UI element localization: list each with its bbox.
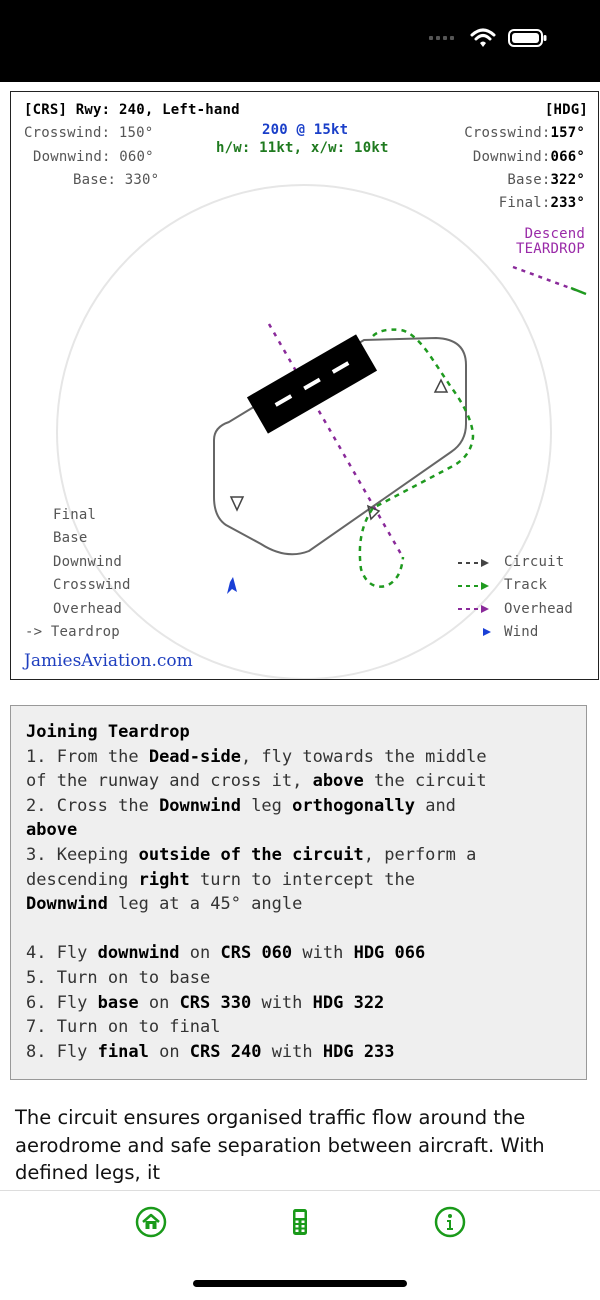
circuit-diagram-panel (10, 91, 599, 680)
menu-teardrop[interactable]: -> Teardrop (25, 624, 120, 640)
step-3: 3. Keeping outside of the circuit, perform a (26, 844, 477, 865)
legend-wind: Wind (504, 624, 539, 640)
home-indicator[interactable] (193, 1280, 407, 1287)
legend-overhead: Overhead (504, 601, 574, 617)
wind-components: h/w: 11kt, x/w: 10kt (216, 140, 389, 156)
hdg-base: Base:322° (507, 172, 585, 188)
descend-arrow (513, 267, 581, 292)
legend-track: Track (504, 577, 548, 593)
brand-link[interactable]: JamiesAviation.com (24, 651, 193, 671)
step-1: 1. From the Dead-side, fly towards the middle (26, 746, 487, 767)
step-7: 7. Turn on to final (26, 1017, 221, 1038)
info-icon (434, 1206, 466, 1238)
step-6: 6. Fly base on CRS 330 with HDG 322 (26, 992, 385, 1013)
crs-downwind: Downwind: 060° (33, 149, 154, 165)
circuit-description: The circuit ensures organised traffic flow around the aerodrome and safe separation between aircraft. With defined legs, it (15, 1106, 545, 1184)
status-bar (0, 0, 600, 82)
info-tab[interactable] (433, 1205, 467, 1239)
hdg-final: Final:233° (498, 195, 585, 211)
wind-readout: 200 @ 15kt (262, 122, 349, 138)
circuit-arrow-downwind (435, 380, 447, 392)
step-1-cont: of the runway and cross it, above the circuit (26, 771, 487, 792)
menu-downwind[interactable]: Downwind (53, 554, 123, 570)
status-icons (429, 28, 548, 48)
instructions-title: Joining Teardrop (26, 722, 190, 742)
hdg-downwind: Downwind:066° (472, 149, 585, 165)
calculator-tab[interactable] (283, 1205, 317, 1239)
step-2-cont: above (26, 820, 78, 841)
cellular-signal-icon (429, 36, 454, 40)
step-3-cont2: Downwind leg at a 45° angle (26, 894, 303, 915)
circuit-arrow-upwind (231, 497, 243, 510)
wind-arrow-icon (227, 577, 237, 594)
menu-overhead[interactable]: Overhead (53, 601, 123, 617)
legend-circuit: Circuit (504, 554, 565, 570)
spacer (26, 917, 571, 942)
step-5: 5. Turn on to base (26, 967, 211, 988)
crs-crosswind: Crosswind: 150° (24, 125, 154, 141)
step-3-cont: descending right turn to intercept the (26, 869, 415, 890)
step-8: 8. Fly final on CRS 240 with HDG 233 (26, 1041, 395, 1062)
crs-title: [CRS] Rwy: 240, Left-hand (24, 102, 240, 118)
instructions-box (10, 705, 587, 1080)
step-2: 2. Cross the Downwind leg orthogonally and (26, 795, 456, 816)
runway (247, 334, 377, 433)
descend-label: Descend TEARDROP (515, 226, 585, 257)
crs-base: Base: 330° (73, 172, 160, 188)
home-tab[interactable] (134, 1205, 168, 1239)
menu-final[interactable]: Final (53, 507, 97, 523)
wifi-icon (470, 28, 496, 48)
calculator-icon (284, 1206, 316, 1238)
menu-base[interactable]: Base (53, 530, 88, 546)
hdg-title: [HDG] (544, 102, 588, 118)
menu-crosswind[interactable]: Crosswind (53, 577, 131, 593)
battery-icon (508, 28, 548, 48)
hdg-crosswind: Crosswind:157° (464, 125, 585, 141)
step-4: 4. Fly downwind on CRS 060 with HDG 066 (26, 943, 426, 964)
compass-circle (57, 185, 551, 679)
home-icon (135, 1206, 167, 1238)
tab-bar-divider (0, 1190, 600, 1191)
track-path (360, 330, 473, 587)
